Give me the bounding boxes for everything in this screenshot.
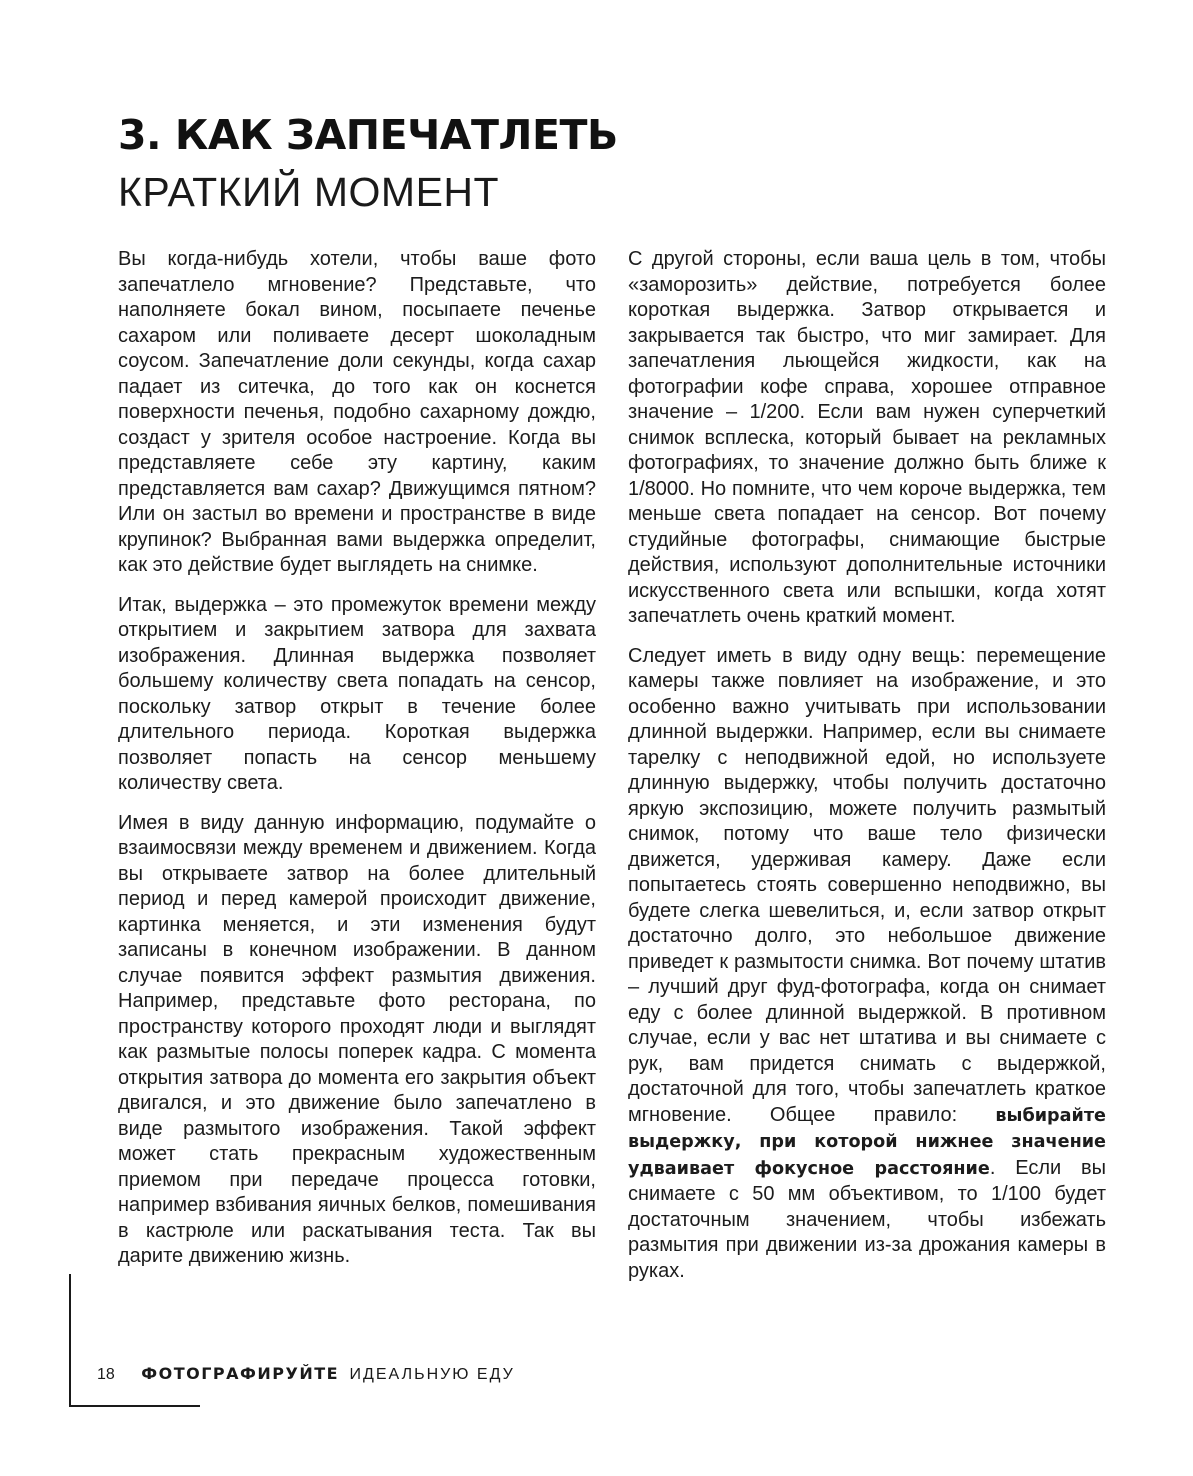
- corner-frame-vertical: [69, 1274, 71, 1407]
- corner-frame-horizontal: [69, 1405, 200, 1407]
- chapter-title-bold: 3. КАК ЗАПЕЧАТЛЕТЬ: [118, 111, 618, 159]
- chapter-title: [118, 108, 1018, 222]
- paragraph-with-rule: [628, 644, 1106, 1285]
- paragraph: Вы когда-нибудь хотели, чтобы ваше фото запечатлело мгновение? Представьте, что наполняете бокал вином, посыпаете печенье сахаром или поливаете десерт шоколадным соусом. Запечатление доли секунды, когда сахар падает из ситечка, до того как он коснется поверхности печенья, подобно сахарному дождю, создаст у зрителя особое настроение. Когда вы представляете себе эту картину, каким представляется вам сахар? Движущимся пятном? Или он застыл во времени и пространстве в виде крупинок? Выбранная вами выдержка определит, как это действие будет выглядеть на снимке.: [118, 248, 596, 576]
- paragraph-text: . Если вы снимаете с 50 мм объективом, то 1/100 будет достаточным значением, чтобы избежать размытия при движении из-за дрожания камеры в руках.: [628, 1156, 1106, 1282]
- left-text-column: [118, 247, 596, 1284]
- paragraph: С другой стороны, если ваша цель в том, чтобы «заморозить» действие, потребуется более короткая выдержка. Затвор открывается и закрывается так быстро, что миг замирает. Для запечатления льющейся жидкости, как на фотографии кофе справа, хорошее отправное значение – 1/200. Если вам нужен суперчеткий снимок всплеска, который бывает на рекламных фотографиях, то значение должно быть ближе к 1/8000. Но помните, что чем короче выдержка, тем меньше света попадает на сенсор. Вот почему студийные фотографы, снимающие быстрые действия, используют дополнительные источники искусственного света или вспышки, когда хотят запечатлеть очень краткий момент.: [628, 248, 1106, 627]
- paragraph: Итак, выдержка – это промежуток времени между открытием и закрытием затвора для захвата изображения. Длинная выдержка позволяет большему количеству света попадать на сенсор, поскольку затвор открыт в течение более длительного периода. Короткая выдержка позволяет попасть на сенсор меньшему количеству света.: [118, 593, 596, 794]
- right-text-column: [628, 247, 1106, 1298]
- book-title-light: ИДЕАЛЬНУЮ ЕДУ: [349, 1366, 515, 1383]
- bold-rule-text: выбирайте выдержку, при которой нижнее значение удваивает фокусное расстояние: [628, 1105, 1106, 1179]
- book-title-bold: ФОТОГРАФИРУЙТЕ: [141, 1364, 340, 1383]
- paragraph: Имея в виду данную информацию, подумайте о взаимосвязи между временем и движением. Когда вы открываете затвор на более длительный период и перед камерой происходит движение, картинка меняется, и эти изменения будут записаны в конечном изображении. В данном случае появится эффект размытия движения. Например, представьте фото ресторана, по пространству которого проходят люди и выглядят как размытые полосы поперек кадра. С момента открытия затвора до момента его закрытия объект двигался, и это движение было запечатлено в виде размытого изображения. Такой эффект может стать прекрасным художественным приемом при передаче процесса готовки, например взбивания яичных белков, помешивания в кастрюле или раскатывания теста. Так вы дарите движению жизнь.: [118, 811, 596, 1267]
- page-number: 18: [97, 1366, 115, 1383]
- paragraph-text: Следует иметь в виду одну вещь: перемещение камеры также повлияет на изображение, и это особенно важно учитывать при использовании длинной выдержки. Например, если вы снимаете тарелку с неподвижной едой, но используете длинную выдержку, чтобы получить достаточно яркую экспозицию, можете получить размытый снимок, потому что ваше тело физически движется, удерживая камеру. Даже если попытаетесь стоять совершенно неподвижно, вы будете слегка шевелиться, и, если затвор открыт достаточно долго, это небольшое движение приведет к размытости снимка. Вот почему штатив – лучший друг фуд-фотографа, когда он снимает еду с более длинной выдержкой. В противном случае, если у вас нет штатива и вы снимаете с рук, вам придется снимать с выдержкой, достаточной для того, чтобы запечатлеть краткое мгновение. Общее правило:: [628, 644, 1106, 1126]
- chapter-title-light: КРАТКИЙ МОМЕНТ: [118, 169, 500, 215]
- page-footer: [97, 1364, 515, 1385]
